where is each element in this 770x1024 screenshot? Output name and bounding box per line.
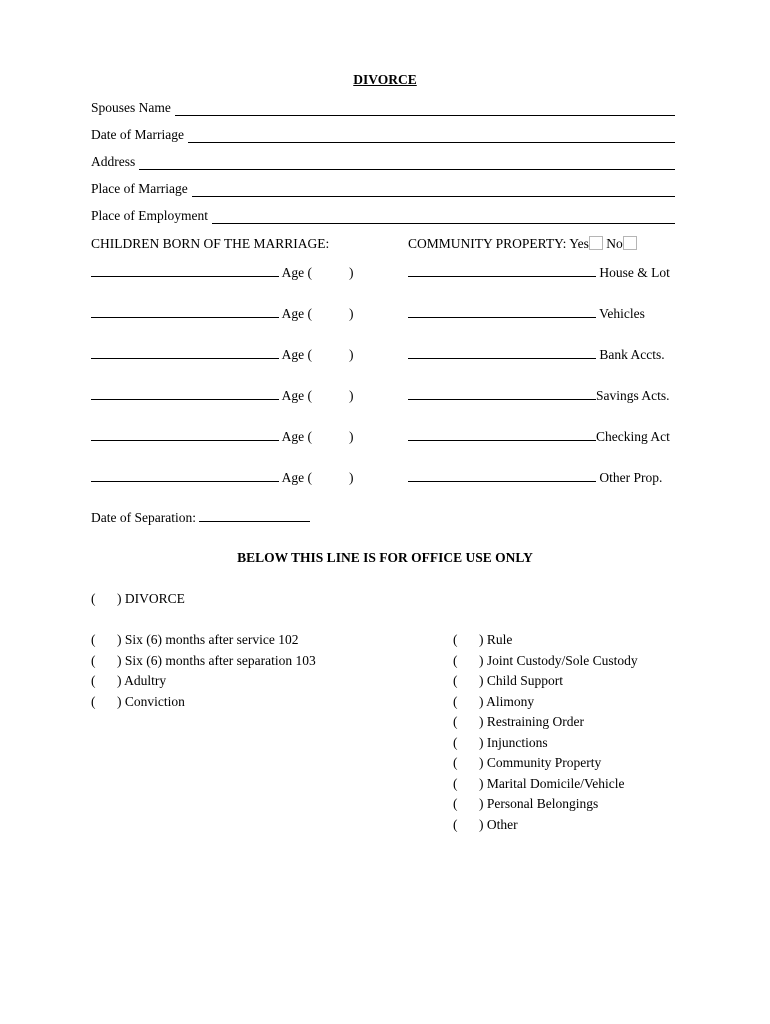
office-option-left[interactable] — [91, 694, 185, 710]
date-of-marriage-line[interactable] — [188, 130, 675, 143]
checkbox-paren: ( — [453, 714, 458, 729]
child-name-line[interactable] — [91, 428, 279, 441]
child-name-line[interactable] — [91, 469, 279, 482]
child-name-line[interactable] — [91, 346, 279, 359]
age-close: ) — [349, 265, 354, 280]
property-label: Savings Acts. — [596, 388, 670, 403]
property-row[interactable] — [408, 469, 662, 486]
office-option-right[interactable] — [453, 714, 584, 730]
property-label: House & Lot — [599, 265, 670, 280]
place-of-marriage-field[interactable] — [91, 181, 675, 197]
community-property-header — [408, 236, 637, 252]
office-option-label: ) Adultry — [117, 673, 167, 688]
checkbox-paren: ( — [91, 673, 96, 688]
checkbox-paren: ( — [91, 693, 96, 709]
community-property-no-label: No — [606, 236, 623, 251]
office-option-label: ) Child Support — [479, 673, 564, 688]
place-of-employment-field[interactable] — [91, 208, 675, 224]
age-label: Age ( — [281, 429, 313, 444]
spouses-name-line[interactable] — [175, 103, 675, 116]
property-row[interactable] — [408, 305, 645, 322]
place-of-marriage-label: Place of Marriage — [91, 181, 188, 196]
office-option-label: ) Restraining Order — [479, 714, 584, 729]
office-option-left[interactable] — [91, 653, 316, 669]
checkbox-paren: ( — [91, 591, 96, 606]
office-option-right[interactable] — [453, 776, 624, 792]
yes-checkbox[interactable] — [589, 236, 603, 250]
office-option-label: ) Injunctions — [479, 734, 548, 750]
place-of-employment-line[interactable] — [212, 211, 675, 224]
spouses-name-field[interactable] — [91, 100, 675, 116]
checkbox-paren: ( — [453, 755, 458, 770]
office-option-label: ) Six (6) months after separation 103 — [117, 652, 316, 668]
place-of-marriage-line[interactable] — [192, 184, 675, 197]
office-option-right[interactable] — [453, 653, 638, 669]
office-option-right[interactable] — [453, 796, 598, 812]
age-close: ) — [349, 388, 354, 403]
spouses-name-label: Spouses Name — [91, 100, 171, 115]
checkbox-paren: ( — [453, 632, 458, 647]
age-label: Age ( — [281, 388, 313, 403]
property-value-line[interactable] — [408, 469, 596, 482]
date-of-separation-field[interactable] — [91, 509, 310, 526]
property-row[interactable] — [408, 264, 670, 281]
child-row[interactable] — [91, 387, 354, 404]
age-close: ) — [349, 470, 354, 485]
office-option-right[interactable] — [453, 632, 512, 648]
property-value-line[interactable] — [408, 428, 596, 441]
no-checkbox[interactable] — [623, 236, 637, 250]
office-option-right[interactable] — [453, 735, 548, 751]
office-option-left[interactable] — [91, 632, 298, 648]
children-header: CHILDREN BORN OF THE MARRIAGE: — [91, 236, 330, 251]
child-row[interactable] — [91, 428, 354, 445]
checkbox-paren: ( — [91, 652, 96, 668]
office-option-right[interactable] — [453, 694, 534, 710]
property-row[interactable] — [408, 346, 665, 363]
property-value-line[interactable] — [408, 346, 596, 359]
address-line[interactable] — [139, 157, 675, 170]
office-option-label: ) Joint Custody/Sole Custody — [479, 652, 638, 668]
office-option-label: ) Rule — [479, 632, 513, 647]
checkbox-paren: ( — [91, 632, 96, 647]
checkbox-paren: ( — [453, 734, 458, 750]
child-row[interactable] — [91, 305, 354, 322]
office-option-label: ) Six (6) months after service 102 — [117, 632, 299, 647]
age-label: Age ( — [281, 306, 313, 321]
office-use-header: BELOW THIS LINE IS FOR OFFICE USE ONLY — [237, 550, 533, 565]
divorce-option[interactable] — [91, 591, 185, 607]
checkbox-paren: ( — [453, 693, 458, 709]
date-of-separation-line[interactable] — [199, 509, 310, 522]
property-value-line[interactable] — [408, 387, 596, 400]
office-option-label: ) Conviction — [117, 693, 185, 709]
child-row[interactable] — [91, 264, 354, 281]
office-option-right[interactable] — [453, 817, 518, 833]
office-option-label: ) Alimony — [479, 693, 535, 709]
property-label: Other Prop. — [599, 470, 663, 485]
office-option-label: ) Other — [479, 816, 518, 832]
office-option-label: ) Marital Domicile/Vehicle — [479, 775, 625, 791]
age-close: ) — [349, 306, 354, 321]
child-row[interactable] — [91, 469, 354, 486]
office-option-label: ) Personal Belongings — [479, 796, 599, 811]
office-option-right[interactable] — [453, 673, 563, 689]
age-close: ) — [349, 347, 354, 362]
age-close: ) — [349, 429, 354, 444]
office-option-right[interactable] — [453, 755, 601, 771]
divorce-option-label: ) DIVORCE — [117, 591, 185, 606]
date-of-separation-label: Date of Separation: — [91, 510, 196, 525]
place-of-employment-label: Place of Employment — [91, 208, 208, 223]
property-label: Bank Accts. — [599, 347, 665, 362]
property-label: Checking Act — [596, 429, 670, 444]
checkbox-paren: ( — [453, 816, 458, 832]
date-of-marriage-label: Date of Marriage — [91, 127, 184, 142]
checkbox-paren: ( — [453, 796, 458, 811]
checkbox-paren: ( — [453, 775, 458, 791]
office-option-label: ) Community Property — [479, 755, 602, 770]
child-name-line[interactable] — [91, 264, 279, 277]
page-title: DIVORCE — [353, 72, 417, 87]
date-of-marriage-field[interactable] — [91, 127, 675, 143]
community-property-yes-label: COMMUNITY PROPERTY: Yes — [408, 236, 589, 251]
child-row[interactable] — [91, 346, 354, 363]
address-field[interactable] — [91, 154, 675, 170]
property-label: Vehicles — [599, 306, 645, 321]
property-row[interactable] — [408, 428, 670, 445]
checkbox-paren: ( — [453, 652, 458, 668]
office-option-left[interactable] — [91, 673, 166, 689]
property-row[interactable] — [408, 387, 670, 404]
child-name-line[interactable] — [91, 305, 279, 318]
property-value-line[interactable] — [408, 305, 596, 318]
address-label: Address — [91, 154, 136, 169]
child-name-line[interactable] — [91, 387, 279, 400]
age-label: Age ( — [281, 470, 313, 485]
age-label: Age ( — [281, 265, 313, 280]
property-value-line[interactable] — [408, 264, 596, 277]
age-label: Age ( — [281, 347, 313, 362]
checkbox-paren: ( — [453, 673, 458, 688]
